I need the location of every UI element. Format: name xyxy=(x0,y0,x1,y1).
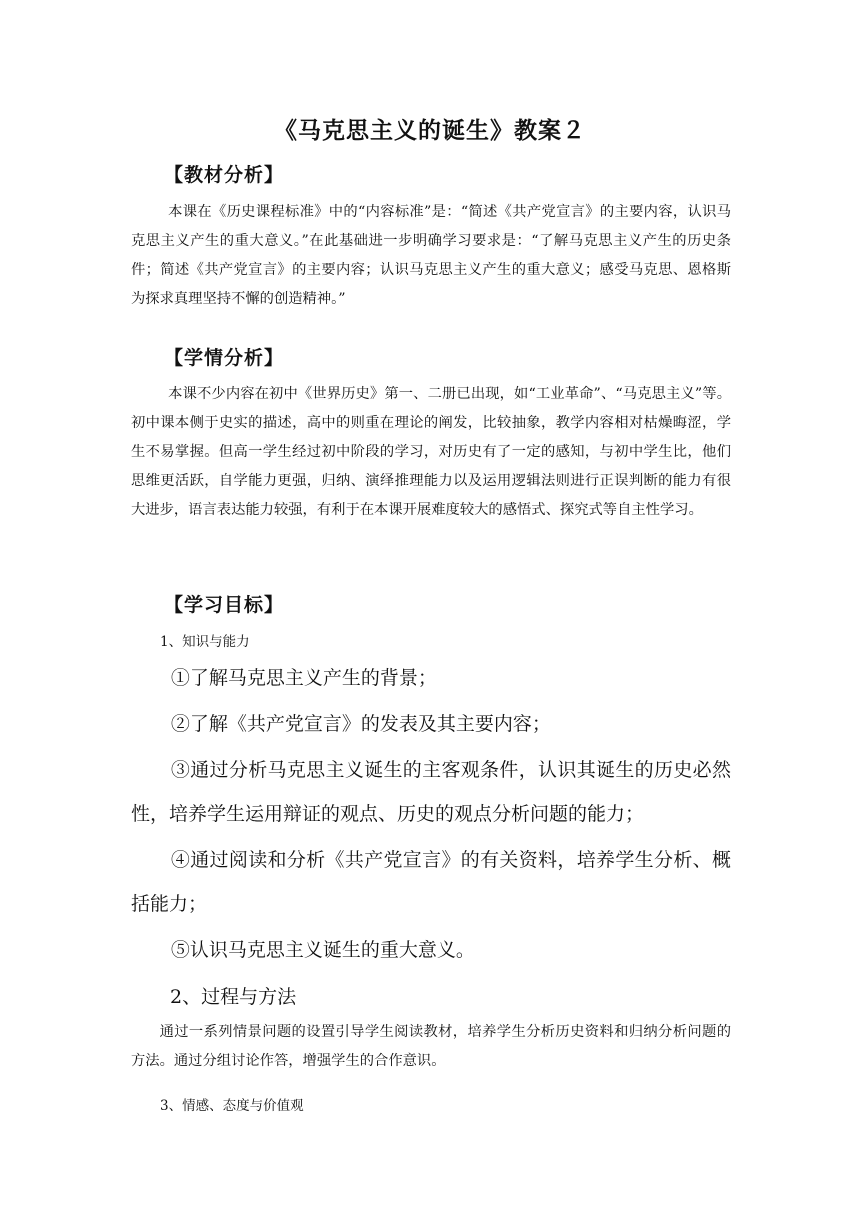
document-title: 《马克思主义的诞生》教案２ xyxy=(274,117,586,144)
goal1-item-1: ①了解马克思主义产生的背景； xyxy=(170,667,437,689)
goal3-heading: 3、情感、态度与价值观 xyxy=(160,1098,304,1114)
goal1-item-4: ④通过阅读和分析《共产党宣言》的有关资料，培养学生分析、概括能力； xyxy=(131,849,731,915)
student-analysis-paragraph: 本课不少内容在初中《世界历史》第一、二册已出现，如“工业革命”、“马克思主义”等。初中课本侧于史实的描述，高中的则重在理论的阐发，比较抽象，教学内容相对枯燥晦涩，学生不易掌握。但高一学生经过初中阶段的学习，对历史有了一定的感知，与初中学生比，他们思维更活跃，自学能力更强，归纳、演绎推理能力以及运用逻辑法则进行正误判断的能力有很大进步，语言表达能力较强，有利于在本课开展难度较大的感悟式、探究式等自主性学习。 xyxy=(131,386,731,518)
textbook-analysis-paragraph: 本课在《历史课程标准》中的“内容标准”是：“简述《共产党宣言》的主要内容，认识马克思主义产生的重大意义。”在此基础进一步明确学习要求是：“了解马克思主义产生的历史条件；简述《共产党宣言》的主要内容；认识马克思主义产生的重大意义；感受马克思、恩格斯为探求真理坚持不懈的创造精神。” xyxy=(131,204,731,307)
goal2-paragraph: 通过一系列情景问题的设置引导学生阅读教材，培养学生分析历史资料和归纳分析问题的方法。通过分组讨论作答，增强学生的合作意识。 xyxy=(131,1024,731,1069)
section-heading-learning-goals: 【学习目标】 xyxy=(164,594,285,616)
section-heading-student-analysis: 【学情分析】 xyxy=(164,347,285,369)
goal1-heading: 1、知识与能力 xyxy=(160,634,250,650)
goal1-item-5: ⑤认识马克思主义诞生的重大意义。 xyxy=(170,939,475,961)
section-heading-textbook-analysis: 【教材分析】 xyxy=(164,164,285,186)
goal1-item-3: ③通过分析马克思主义诞生的主客观条件，认识其诞生的历史必然性，培养学生运用辩证的观点、历史的观点分析问题的能力； xyxy=(131,759,731,825)
goal2-heading: 2、过程与方法 xyxy=(170,986,297,1008)
goal1-item-2: ②了解《共产党宣言》的发表及其主要内容； xyxy=(170,713,551,735)
